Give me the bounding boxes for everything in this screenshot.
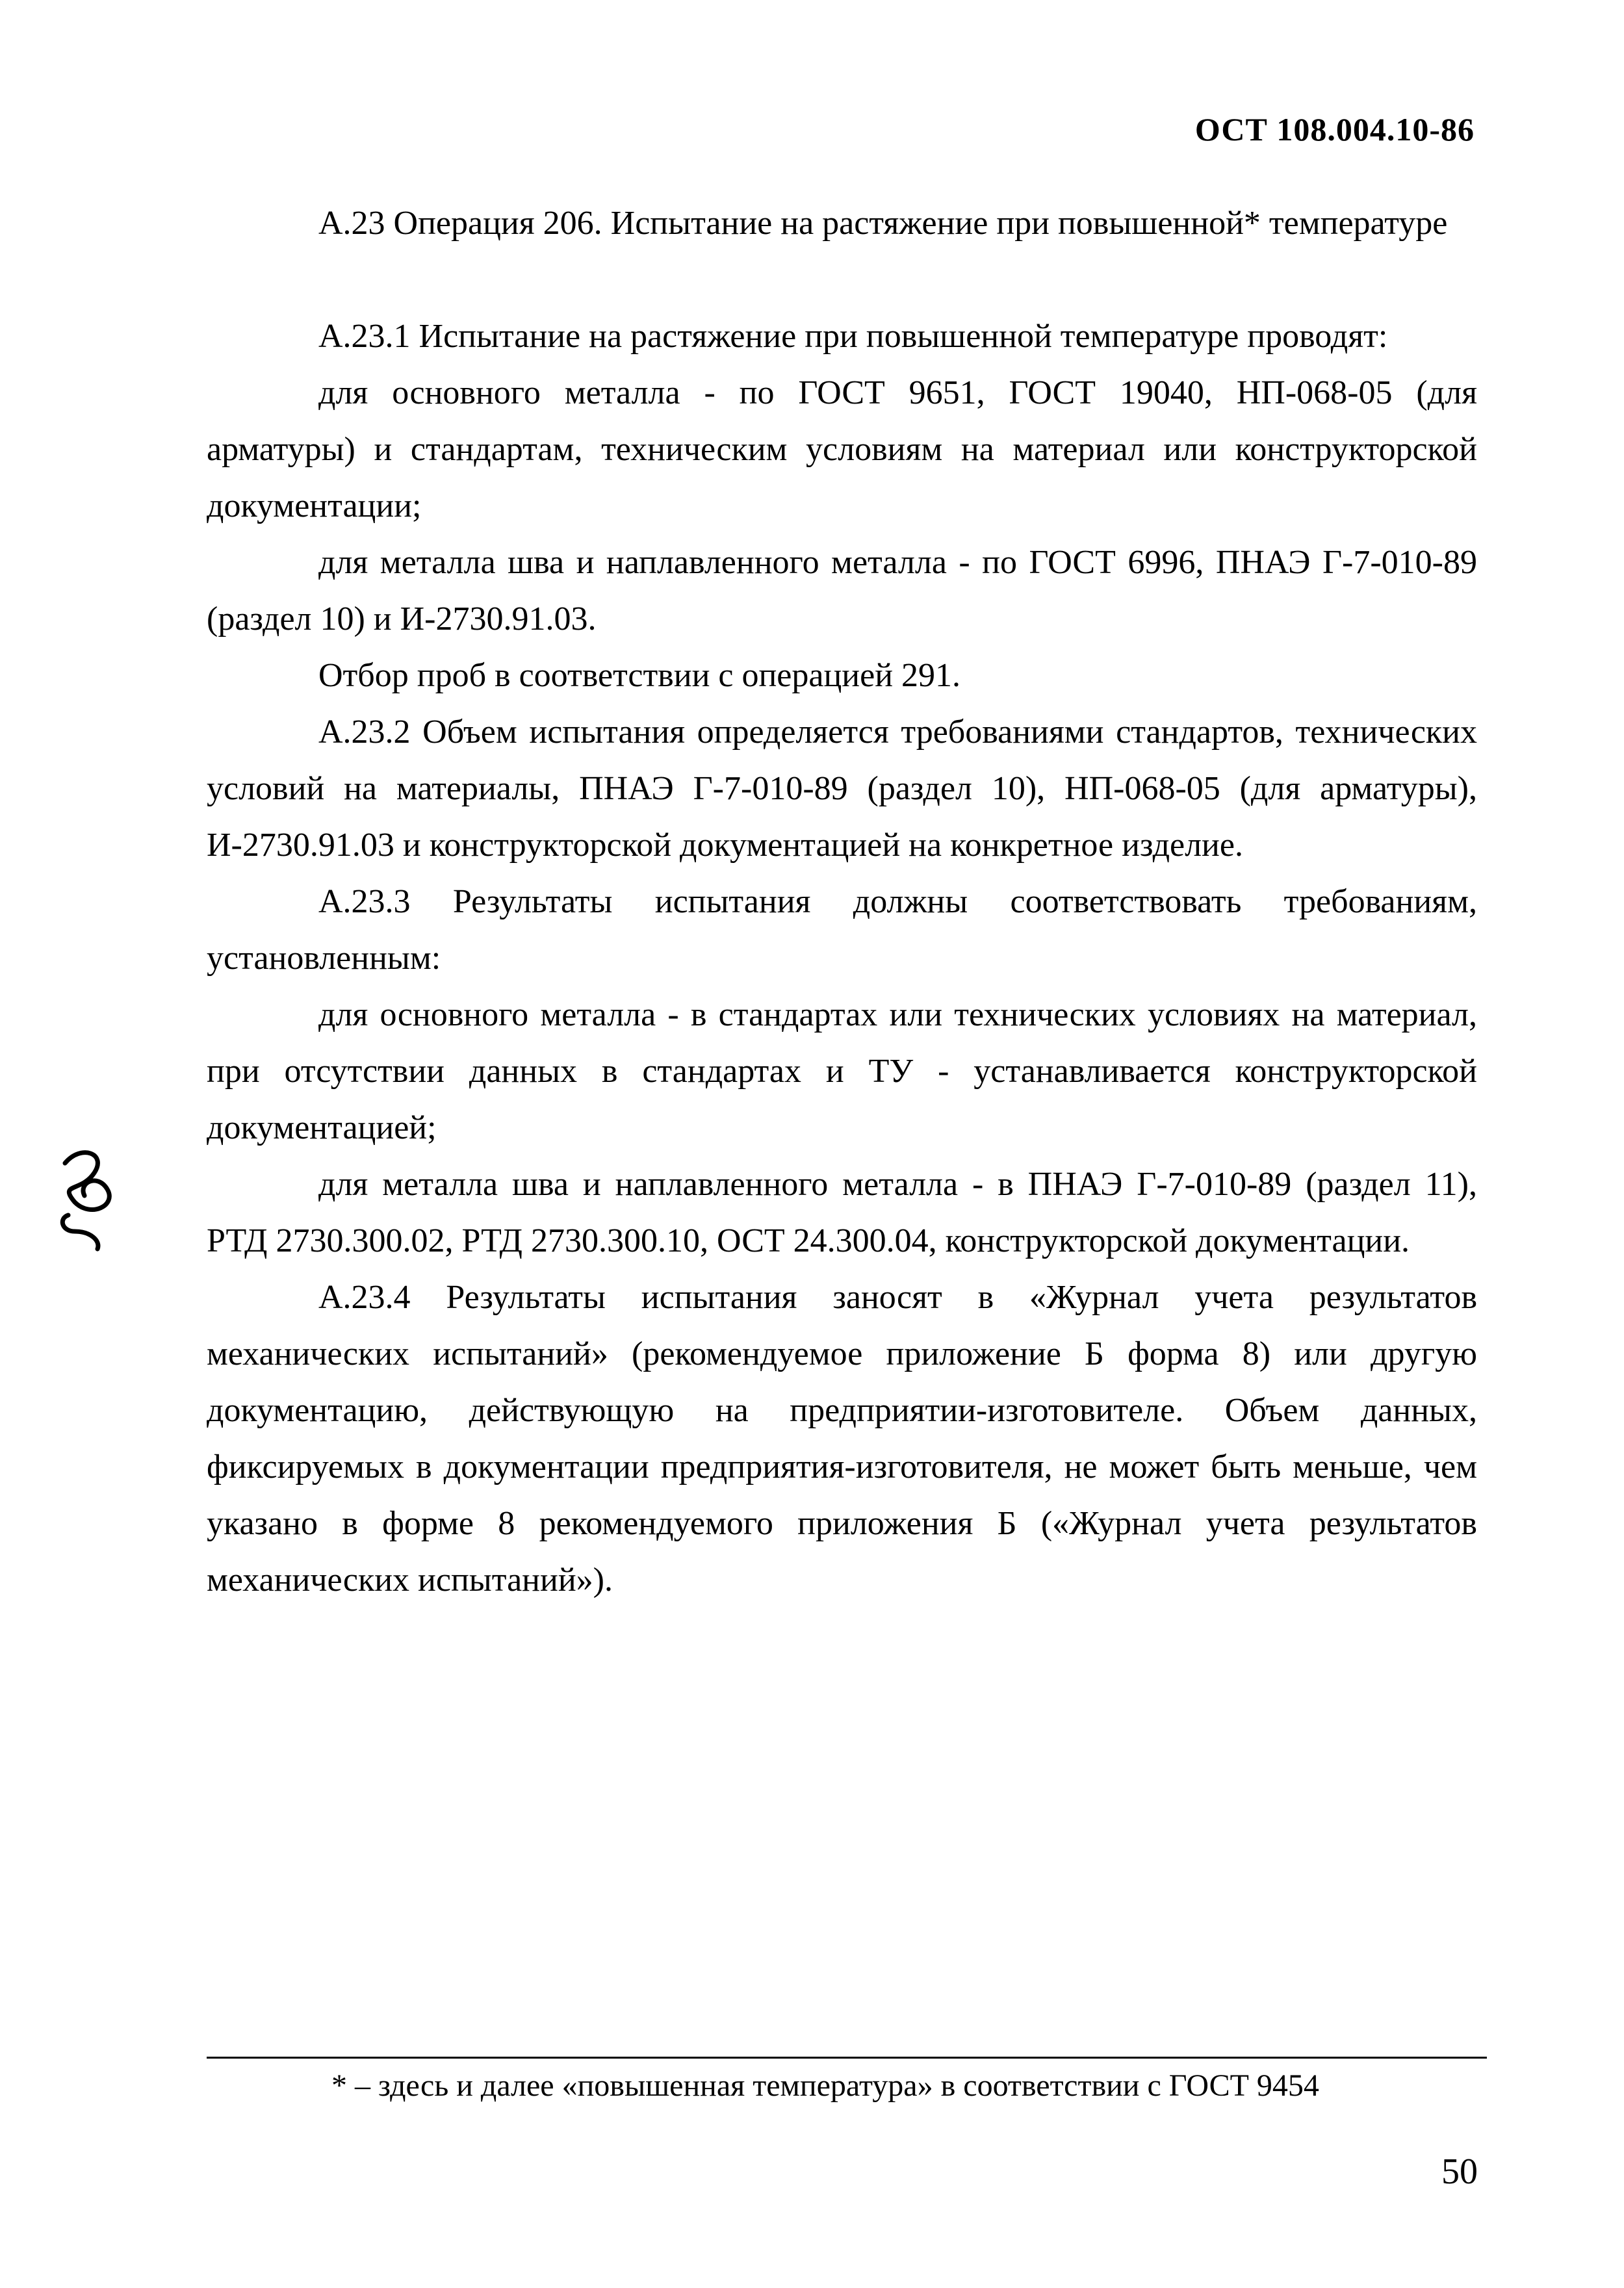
footnote-divider xyxy=(207,2057,1487,2059)
paragraph: для металла шва и наплавленного металла - по ГОСТ 6996, ПНАЭ Г-7-010-89 (раздел 10) и И-2730.91.03. xyxy=(207,544,1477,637)
footnote: * – здесь и далее «повышенная температура» в соответствии с ГОСТ 9454 xyxy=(331,2068,1319,2103)
page-number: 50 xyxy=(1441,2152,1478,2192)
spacer xyxy=(207,251,1477,308)
paragraph: для основного металла - в стандартах или технических условиях на материал, при отсутствии данных в стандартах и ТУ - устанавливается конструкторской документацией; xyxy=(207,996,1477,1146)
paragraph: Отбор проб в соответствии с операцией 291. xyxy=(318,657,961,694)
paragraph: А.23.3 Результаты испытания должны соответствовать требованиям, установленным: xyxy=(207,883,1477,977)
paragraph: для металла шва и наплавленного металла - в ПНАЭ Г-7-010-89 (раздел 11), РТД 2730.300.02, РТД 2730.300.10, ОСТ 24.300.04, конструкторской документации. xyxy=(207,1166,1477,1259)
section-title: А.23 Операция 206. Испытание на растяжение при повышенной* температуре xyxy=(318,205,1448,242)
paragraph: для основного металла - по ГОСТ 9651, ГОСТ 19040, НП-068-05 (для арматуры) и стандартам, техническим условиям на материал или конструкторской документации; xyxy=(207,374,1477,524)
document-code: ОСТ 108.004.10-86 xyxy=(1194,111,1475,148)
paragraph: А.23.1 Испытание на растяжение при повышенной температуре проводят: xyxy=(318,318,1388,355)
handwritten-page-mark xyxy=(45,1144,136,1254)
body-text xyxy=(207,195,1477,1608)
paragraph: А.23.2 Объем испытания определяется требованиями стандартов, технических условий на материалы, ПНАЭ Г-7-010-89 (раздел 10), НП-068-05 (для арматуры), И-2730.91.03 и конструкторской документацией на конкретное изделие. xyxy=(207,713,1477,864)
paragraph: А.23.4 Результаты испытания заносят в «Журнал учета результатов механических испытаний» (рекомендуемое приложение Б форма 8) или другую документацию, действующую на предприятии-изготовителе. Объем данных, фиксируемых в документации предприятия-изготовителя, не может быть меньше, чем указано в форме 8 рекомендуемого приложения Б («Журнал учета результатов механических испытаний»). xyxy=(207,1279,1477,1599)
